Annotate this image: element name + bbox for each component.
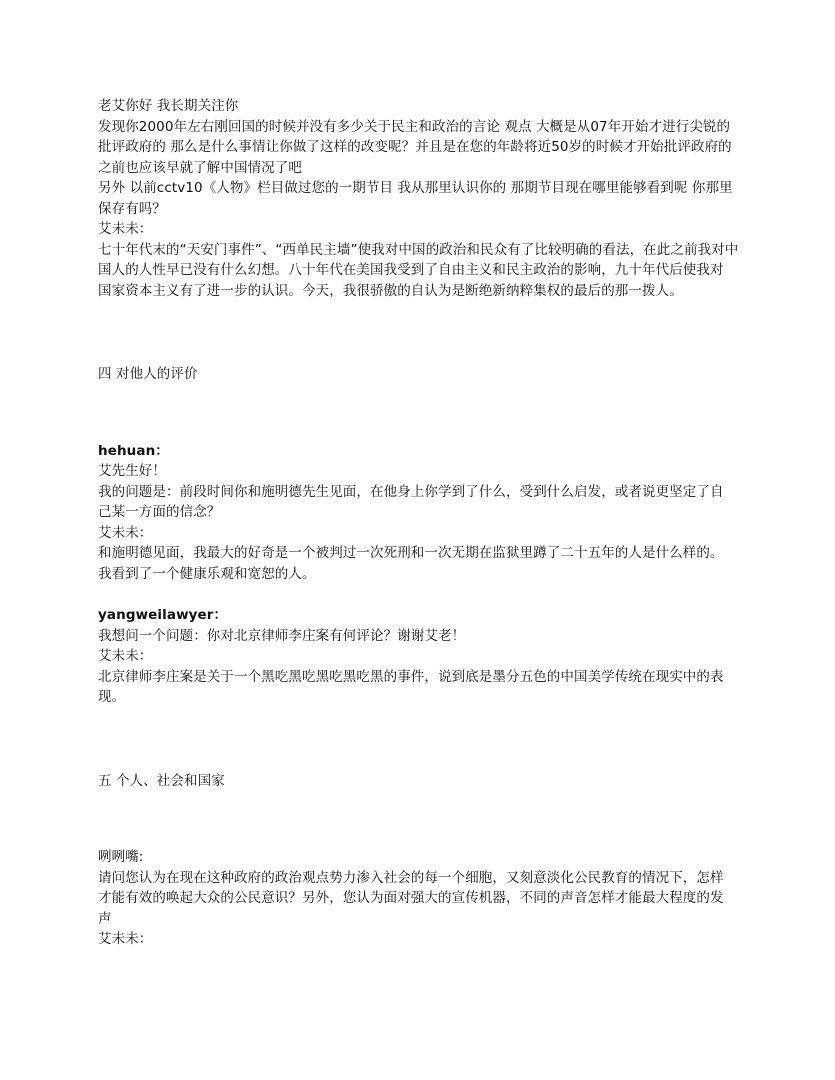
answer-line: 现。 xyxy=(98,689,126,705)
asker-name: yangweilawyer： xyxy=(98,607,228,623)
question-line: 我想问一个问题：你对北京律师李庄案有何评论？谢谢艾老！ xyxy=(98,627,466,644)
question-line: 我的问题是：前段时间你和施明德先生见面，在他身上你学到了什么，受到什么启发，或者说更坚定了自 xyxy=(98,483,724,500)
section-heading-4: 四 对他人的评价 xyxy=(98,366,198,382)
answerer-label: 艾未未： xyxy=(98,931,153,947)
answerer-label: 艾未未： xyxy=(98,524,153,541)
question-line: 发现你2000年左右刚回国的时候并没有多少关于民主和政治的言论 观点 大概是从07年开始才进行尖锐的 xyxy=(98,118,731,135)
question-line: 批评政府的 那么是什么事情让你做了这样的改变呢？并且是在您的年龄将近50岁的时候才开始批评政府的 xyxy=(98,139,732,155)
answer-line: 和施明德见面，我最大的好奇是一个被判过一次死刑和一次无期在监狱里蹲了二十五年的人是什么样的。 xyxy=(98,545,724,561)
question-line: 己某一方面的信念？ xyxy=(98,504,221,520)
question-line: 艾先生好！ xyxy=(98,463,166,479)
answer-line: 北京律师李庄案是关于一个黑吃黑吃黑吃黑吃黑的事件，说到底是墨分五色的中国美学传统在现实中的表 xyxy=(98,668,724,685)
question-line: 才能有效的唤起大众的公民意识？另外，您认为面对强大的宣传机器，不同的声音怎样才能最大程度的发 xyxy=(98,890,724,906)
question-line: 请问您认为在现在这种政府的政治观点势力渗入社会的每一个细胞，又刻意淡化公民教育的情况下，怎样 xyxy=(98,869,724,886)
answer-line: 我看到了一个健康乐观和宽恕的人。 xyxy=(98,565,316,582)
document-page xyxy=(98,96,738,950)
qa-block-hehuan xyxy=(98,441,738,585)
question-line: 另外 以前cctv10《人物》栏目做过您的一期节目 我从那里认识你的 那期节目现在哪里能够看到呢 你那里 xyxy=(98,180,733,196)
answer-line: 国家资本主义有了进一步的认识。今天，我很骄傲的自认为是断绝新纳粹集权的最后的那一拨人。 xyxy=(98,282,683,299)
question-line: 声 xyxy=(98,910,112,927)
asker-name: hehuan： xyxy=(98,442,169,459)
question-greeting: 老艾你好 我长期关注你 xyxy=(98,98,239,114)
question-line: 保存有吗？ xyxy=(98,200,166,217)
question-line: 之前也应该早就了解中国情况了吧 xyxy=(98,159,302,176)
answerer-label: 艾未未： xyxy=(98,221,153,237)
answerer-label: 艾未未： xyxy=(98,648,153,664)
section-heading-5: 五 个人、社会和国家 xyxy=(98,772,225,789)
qa-block-liezui xyxy=(98,847,738,950)
qa-block-yangweilawyer xyxy=(98,605,738,708)
answer-line: 七十年代末的“天安门事件”、“西单民主墙”使我对中国的政治和民众有了比较明确的看法，在此之前我对中 xyxy=(98,241,739,258)
intro-qa-block xyxy=(98,96,738,301)
asker-name: 咧咧嘴: xyxy=(98,849,144,865)
answer-line: 国人的人性早已没有什么幻想。八十年代在美国我受到了自由主义和民主政治的影响，九十年代后使我对 xyxy=(98,262,724,278)
